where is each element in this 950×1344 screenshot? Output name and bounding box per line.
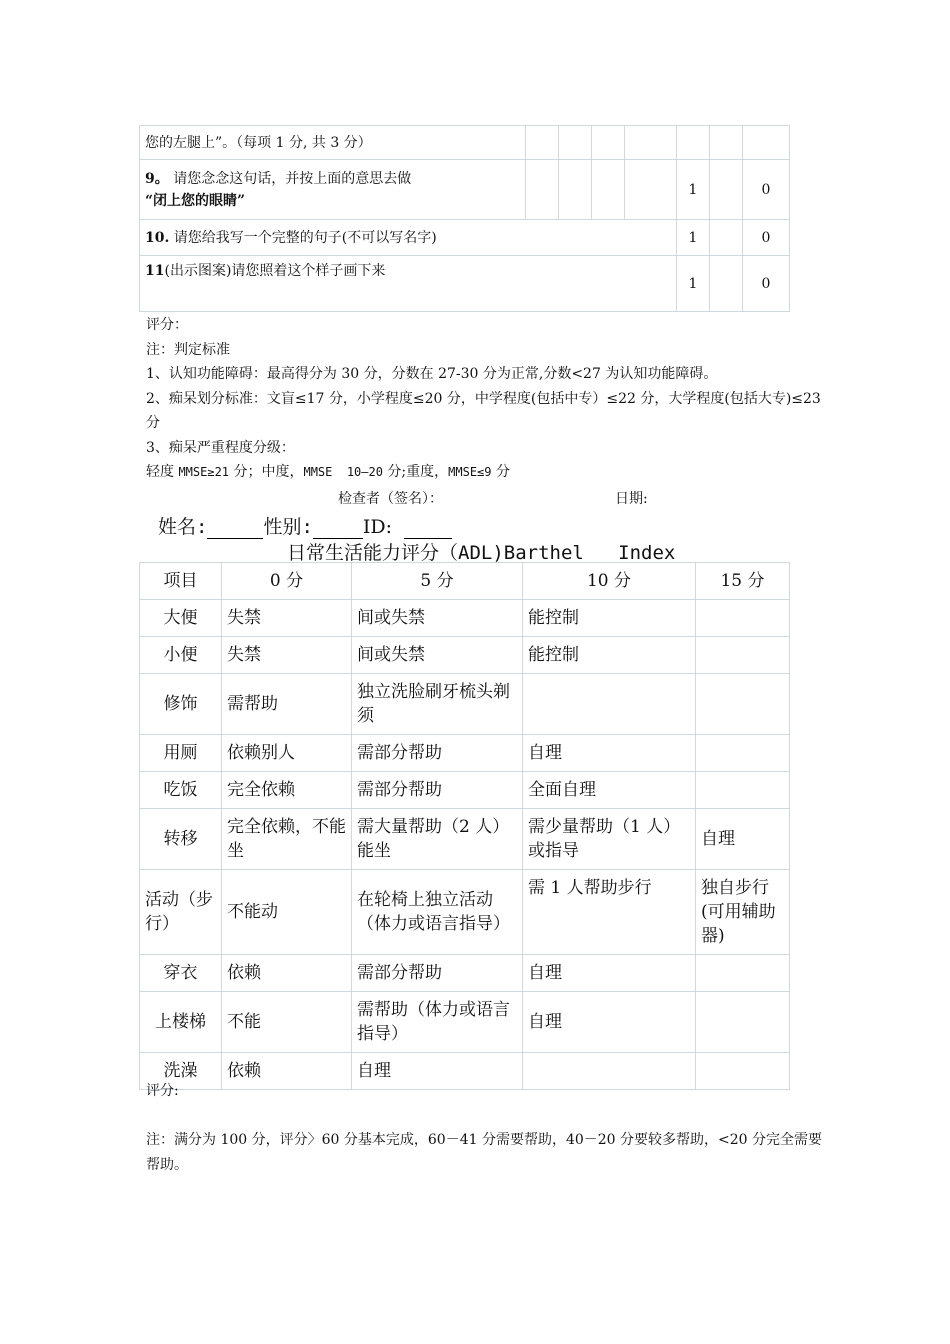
- score-5-cell: 需部分帮助: [352, 772, 523, 809]
- score-10-cell: 能控制: [523, 637, 696, 674]
- table-row: [140, 160, 790, 220]
- score-15-cell: [696, 772, 790, 809]
- score-10-cell: [523, 1053, 696, 1090]
- mmse-table: [139, 125, 790, 312]
- item-cell: 穿衣: [140, 955, 222, 992]
- score-10-cell: 全面自理: [523, 772, 696, 809]
- mmse-question-cell: 11(出示图案)请您照着这个样子画下来: [140, 256, 677, 312]
- score-0-cell: 依赖: [222, 955, 352, 992]
- score-15-cell: [696, 1053, 790, 1090]
- patient-info-line: [158, 512, 452, 539]
- table-row: [140, 809, 790, 870]
- score-5-cell: 自理: [352, 1053, 523, 1090]
- table-row: [140, 256, 790, 312]
- score-5-cell: 需部分帮助: [352, 735, 523, 772]
- question-number: 10.: [145, 229, 170, 246]
- score-0-cell: 不能: [222, 992, 352, 1053]
- score-0-cell: 需帮助: [222, 674, 352, 735]
- criteria-line-2: 2、痴呆划分标准：文盲≤17 分，小学程度≤20 分，中学程度(包括中专）≤22 分，大学程度(包括大专)≤23 分: [146, 390, 821, 431]
- question-quote: “闭上您的眼睛”: [145, 192, 246, 209]
- score-10-cell: 需少量帮助（1 人）或指导: [523, 809, 696, 870]
- score-yes: 1: [677, 160, 710, 220]
- score-no: 0: [743, 256, 790, 312]
- name-label: 姓名:: [158, 516, 208, 538]
- score-5-cell: 需部分帮助: [352, 955, 523, 992]
- item-cell: 洗澡: [140, 1053, 222, 1090]
- item-cell: 用厕: [140, 735, 222, 772]
- adl-score-label: 评分:: [146, 1083, 179, 1099]
- mmse-question-cell: 9。 请您念念这句话，并按上面的意思去做 “闭上您的眼睛”: [140, 160, 526, 220]
- score-5-cell: 间或失禁: [352, 637, 523, 674]
- criteria-line-3: 3、痴呆严重程度分级：: [146, 439, 295, 456]
- score-15-cell: [696, 735, 790, 772]
- note-title: 注：判定标准: [146, 341, 230, 358]
- name-field[interactable]: [207, 516, 263, 539]
- score-15-cell: 独自步行(可用辅助器): [696, 870, 790, 955]
- score-10-cell: 自理: [523, 992, 696, 1053]
- item-cell: 活动（步行）: [140, 870, 222, 955]
- score-no: [743, 126, 790, 160]
- score-15-cell: [696, 955, 790, 992]
- score-10-cell: [523, 674, 696, 735]
- table-row: [140, 637, 790, 674]
- score-0-cell: 不能动: [222, 870, 352, 955]
- question-number: 9。: [145, 170, 169, 187]
- mmse-question-cell: 10. 请您给我写一个完整的句子(不可以写名字): [140, 220, 677, 256]
- header-cell: 0 分: [222, 563, 352, 600]
- table-row: [140, 735, 790, 772]
- score-10-cell: 需 1 人帮助步行: [523, 870, 696, 955]
- score-yes: 1: [677, 220, 710, 256]
- item-cell: 上楼梯: [140, 992, 222, 1053]
- id-label: ID:: [362, 516, 393, 538]
- table-row: [140, 955, 790, 992]
- score-label: 评分：: [146, 317, 188, 333]
- criteria-line-1: 1、认知功能障碍：最高得分为 30 分，分数在 27-30 分为正常,分数<27 为认知功能障碍。: [146, 366, 718, 382]
- table-row: [140, 126, 790, 160]
- item-cell: 修饰: [140, 674, 222, 735]
- score-15-cell: [696, 674, 790, 735]
- gender-label: 性别:: [263, 516, 313, 538]
- gender-field[interactable]: [313, 516, 363, 539]
- criteria-line-4: 轻度 MMSE≥21 分；中度，MMSE 10—20 分;重度，MMSE≤9 分: [146, 464, 510, 480]
- score-15-cell: [696, 600, 790, 637]
- adl-title: 日常生活能力评分（ADL)Barthel Index: [287, 542, 676, 564]
- score-yes: 1: [677, 256, 710, 312]
- score-5-cell: 间或失禁: [352, 600, 523, 637]
- score-0-cell: 失禁: [222, 600, 352, 637]
- table-row: [140, 1053, 790, 1090]
- header-cell: 10 分: [523, 563, 696, 600]
- table-row: [140, 600, 790, 637]
- date-label: 日期:: [615, 491, 648, 507]
- adl-note: 注：满分为 100 分，评分〉60 分基本完成，60－41 分需要帮助，40－20 分要较多帮助，<20 分完全需要帮助。: [146, 1132, 823, 1173]
- table-row: [140, 870, 790, 955]
- score-0-cell: 完全依赖: [222, 772, 352, 809]
- id-field[interactable]: [404, 516, 452, 539]
- score-10-cell: 能控制: [523, 600, 696, 637]
- score-5-cell: 独立洗脸刷牙梳头剃须: [352, 674, 523, 735]
- table-row: [140, 220, 790, 256]
- score-5-cell: 需大量帮助（2 人） 能坐: [352, 809, 523, 870]
- header-cell: 项目: [140, 563, 222, 600]
- mmse-notes: [146, 313, 826, 485]
- header-cell: 15 分: [696, 563, 790, 600]
- score-0-cell: 失禁: [222, 637, 352, 674]
- score-no: 0: [743, 220, 790, 256]
- score-0-cell: 依赖: [222, 1053, 352, 1090]
- score-5-cell: 需帮助（体力或语言指导）: [352, 992, 523, 1053]
- table-row: [140, 772, 790, 809]
- score-15-cell: 自理: [696, 809, 790, 870]
- mmse-question-cell: 您的左腿上”。（每项 1 分, 共 3 分）: [140, 126, 526, 160]
- table-header-row: [140, 563, 790, 600]
- score-yes: [677, 126, 710, 160]
- table-row: [140, 992, 790, 1053]
- score-10-cell: 自理: [523, 955, 696, 992]
- score-15-cell: [696, 637, 790, 674]
- table-row: [140, 674, 790, 735]
- examiner-signature-label: 检查者（签名）：: [338, 491, 443, 507]
- adl-table: [139, 562, 790, 1090]
- score-10-cell: 自理: [523, 735, 696, 772]
- score-0-cell: 完全依赖，不能坐: [222, 809, 352, 870]
- score-5-cell: 在轮椅上独立活动（体力或语言指导）: [352, 870, 523, 955]
- item-cell: 小便: [140, 637, 222, 674]
- question-number: 11: [145, 263, 165, 279]
- item-cell: 转移: [140, 809, 222, 870]
- score-15-cell: [696, 992, 790, 1053]
- score-0-cell: 依赖别人: [222, 735, 352, 772]
- header-cell: 5 分: [352, 563, 523, 600]
- item-cell: 吃饭: [140, 772, 222, 809]
- item-cell: 大便: [140, 600, 222, 637]
- score-no: 0: [743, 160, 790, 220]
